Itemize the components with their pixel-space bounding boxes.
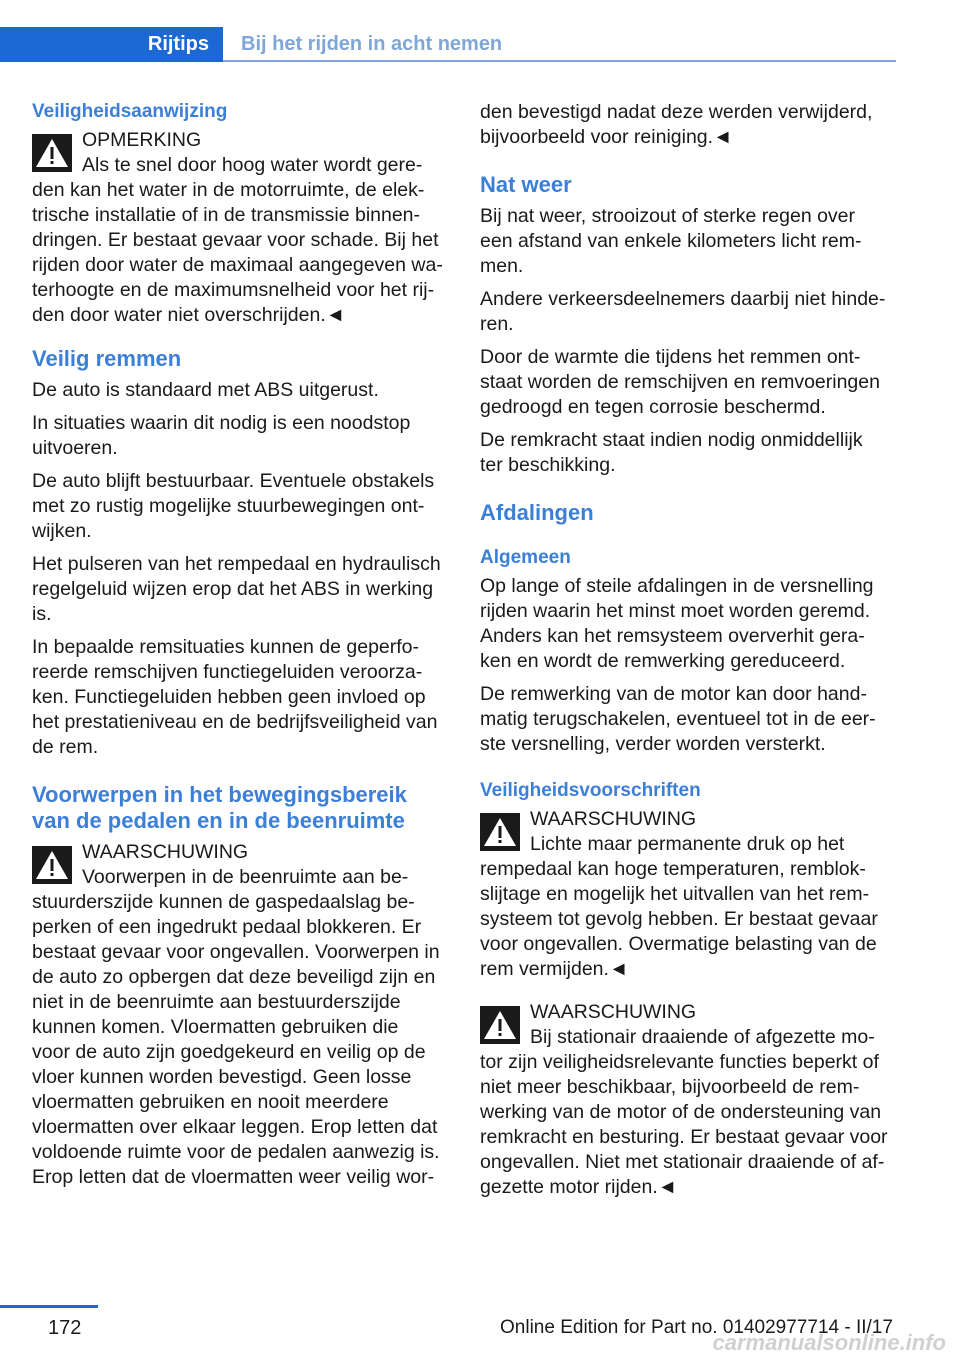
text-line: men. [480,255,524,277]
text-line: is. [32,603,52,625]
warning-line-2: niet meer beschikbaar, bijvoorbeeld de rem- [480,1076,860,1098]
text-line: ter beschikking. [480,454,616,476]
warning-title: WAARSCHUWING [530,1001,697,1023]
warning-line-0: Lichte maar permanente druk op het [530,833,845,855]
text-line: uitvoeren. [32,437,118,459]
continued-paragraph [480,100,896,150]
warning-line-7: voor de auto zijn goedgekeurd en veilig op de [32,1041,426,1063]
text-line: een afstand van enkele kilometers licht rem- [480,230,862,252]
warning-line-1: tor zijn veiligheidsrelevante functies beperkt of [480,1051,879,1073]
warning-line-5: niet in de beenruimte aan bestuurderszijde [32,991,401,1013]
warning-line-3: werking van de motor of de ondersteuning van [480,1101,882,1123]
brake-paragraph-0 [32,378,448,403]
brake-paragraph-4 [32,635,448,760]
warning-block [32,840,448,1190]
general-paragraph-1 [480,682,896,757]
text-line: gedroogd en tegen corrosie beschermd. [480,396,826,418]
edition-note: Online Edition for Part no. 01402977714 - II/17 [500,1317,893,1338]
warning-line-11: voldoende ruimte voor de pedalen aanwezig is. [32,1141,440,1163]
text-line: het prestatieniveau en de bedrijfsveiligheid van [32,711,438,733]
text-line: Bij nat weer, strooizout of sterke regen over [480,205,856,227]
warning-line-6: kunnen komen. Vloermatten gebruiken die [32,1016,399,1038]
wet-paragraph-0 [480,204,896,279]
left-column [32,100,448,1208]
notice-line-6: den door water niet overschrijden.◄ [32,304,346,326]
heading-brake: Veilig remmen [32,346,182,371]
text-line: ken. Functiegeluiden hebben geen invloed op [32,686,426,708]
text-line: De auto blijft bestuurbaar. Eventuele obstakels [32,470,435,492]
text-line: ren. [480,313,514,335]
text-line: In bepaalde remsituaties kunnen de geperfo- [32,636,420,658]
text-line: bijvoorbeeld voor reiniging.◄ [480,126,733,148]
warning-line-4: voor ongevallen. Overmatige belasting van de [480,933,877,955]
brake-paragraph-2 [32,469,448,544]
text-line: den bevestigd nadat deze werden verwijderd, [480,101,873,123]
warning-line-12: Erop letten dat de vloermatten weer veilig wor- [32,1166,435,1188]
warning-line-5: rem vermijden.◄ [480,958,629,980]
heading-safety: Veiligheidsaanwijzing [32,101,228,122]
text-line: De auto is standaard met ABS uitgerust. [32,379,379,401]
warning-line-3: systeem tot gevolg hebben. Er bestaat gevaar [480,908,878,930]
header-chapter-tab: Rijtips [0,27,223,62]
warning-triangle-icon [480,1006,520,1044]
text-line: Het pulseren van het rempedaal en hydraulisch [32,553,441,575]
warning-triangle-icon [32,846,72,884]
heading-wet-weather: Nat weer [480,172,572,197]
text-line: regelgeluid wijzen erop dat het ABS in werking [32,578,434,600]
warning-line-3: bestaat gevaar voor ongevallen. Voorwerpen in [32,941,440,963]
page-header [0,27,896,62]
notice-line-0: Als te snel door hoog water wordt gere- [82,154,423,176]
text-line: matig terugschakelen, eventueel tot in de eer- [480,708,876,730]
warning-triangle-icon [480,813,520,851]
warning-line-2: perken of een ingedrukt pedaal blokkeren. Er [32,916,422,938]
warning-line-9: vloermatten gebruiken en nooit meerdere [32,1091,389,1113]
brake-paragraph-3 [32,552,448,627]
warning-line-5: ongevallen. Niet met stationair draaiende of af- [480,1151,885,1173]
heading-line: van de pedalen en in de beenruimte [32,808,405,833]
footer-rule [0,1305,98,1308]
text-line: In situaties waarin dit nodig is een noodstop [32,412,411,434]
notice-line-5: terhoogte en de maximumsnelheid voor het rij- [32,279,435,301]
warning-line-4: remkracht en besturing. Er bestaat gevaar voor [480,1126,888,1148]
text-line: met zo rustig mogelijke stuurbewegingen ont- [32,495,425,517]
brake-paragraph-1 [32,411,448,461]
heading-line: Voorwerpen in het bewegingsbereik [32,782,407,807]
warning-line-8: vloer kunnen worden bevestigd. Geen losse [32,1066,412,1088]
warning-block [480,1000,896,1200]
warning-line-10: vloermatten over elkaar leggen. Erop letten dat [32,1116,438,1138]
warning-line-1: rempedaal kan hoge temperaturen, remblok- [480,858,866,880]
wet-paragraph-3 [480,428,896,478]
text-line: staat worden de remschijven en remvoeringen [480,371,880,393]
text-line: rijden waarin het minst moet worden geremd. [480,600,871,622]
watermark: carmanualsonline.info [712,1330,946,1355]
text-line: De remkracht staat indien nodig onmiddellijk [480,429,863,451]
text-line: ste versnelling, verder worden versterkt. [480,733,826,755]
warning-title: WAARSCHUWING [530,808,697,830]
notice-line-3: dringen. Er bestaat gevaar voor schade. Bij het [32,229,439,251]
heading-safety-rules: Veiligheidsvoorschriften [480,780,701,801]
text-line: wijken. [32,520,92,542]
warning-line-4: de auto zo opbergen dat deze beveiligd zijn en [32,966,436,988]
warning-line-0: Voorwerpen in de beenruimte aan be- [82,866,409,888]
heading-objects [32,782,448,834]
text-line: Door de warmte die tijdens het remmen ont- [480,346,861,368]
warning-line-2: slijtage en mogelijk het uitvallen van het rem- [480,883,870,905]
warning-triangle-icon [32,134,72,172]
general-paragraph-0 [480,574,896,674]
notice-block [32,128,448,328]
text-line: Anders kan het remsysteem oververhit gera- [480,625,865,647]
notice-line-2: trische installatie of in de transmissie binnen- [32,204,421,226]
text-line: ken en wordt de remwerking gereduceerd. [480,650,846,672]
text-line: Andere verkeersdeelnemers daarbij niet hinde- [480,288,886,310]
warning-line-0: Bij stationair draaiende of afgezette mo- [530,1026,875,1048]
warning-line-1: stuurderszijde kunnen de gaspedaalslag be- [32,891,415,913]
text-line: Op lange of steile afdalingen in de versnelling [480,575,874,597]
heading-general: Algemeen [480,547,571,568]
text-line: reerde remschijven functiegeluiden veroorza- [32,661,423,683]
warning-line-6: gezette motor rijden.◄ [480,1176,678,1198]
warning-block [480,807,896,982]
text-line: De remwerking van de motor kan door hand- [480,683,867,705]
page-number: 172 [48,1317,82,1339]
header-section-title: Bij het rijden in acht nemen [223,27,502,60]
notice-line-4: rijden door water de maximaal aangegeven wa- [32,254,443,276]
heading-descents: Afdalingen [480,500,594,525]
right-column [480,100,896,1218]
wet-paragraph-1 [480,287,896,337]
wet-paragraph-2 [480,345,896,420]
notice-line-1: den kan het water in de motorruimte, de elek- [32,179,425,201]
warning-title: WAARSCHUWING [82,841,249,863]
text-line: de rem. [32,736,99,758]
notice-title: OPMERKING [82,129,202,151]
